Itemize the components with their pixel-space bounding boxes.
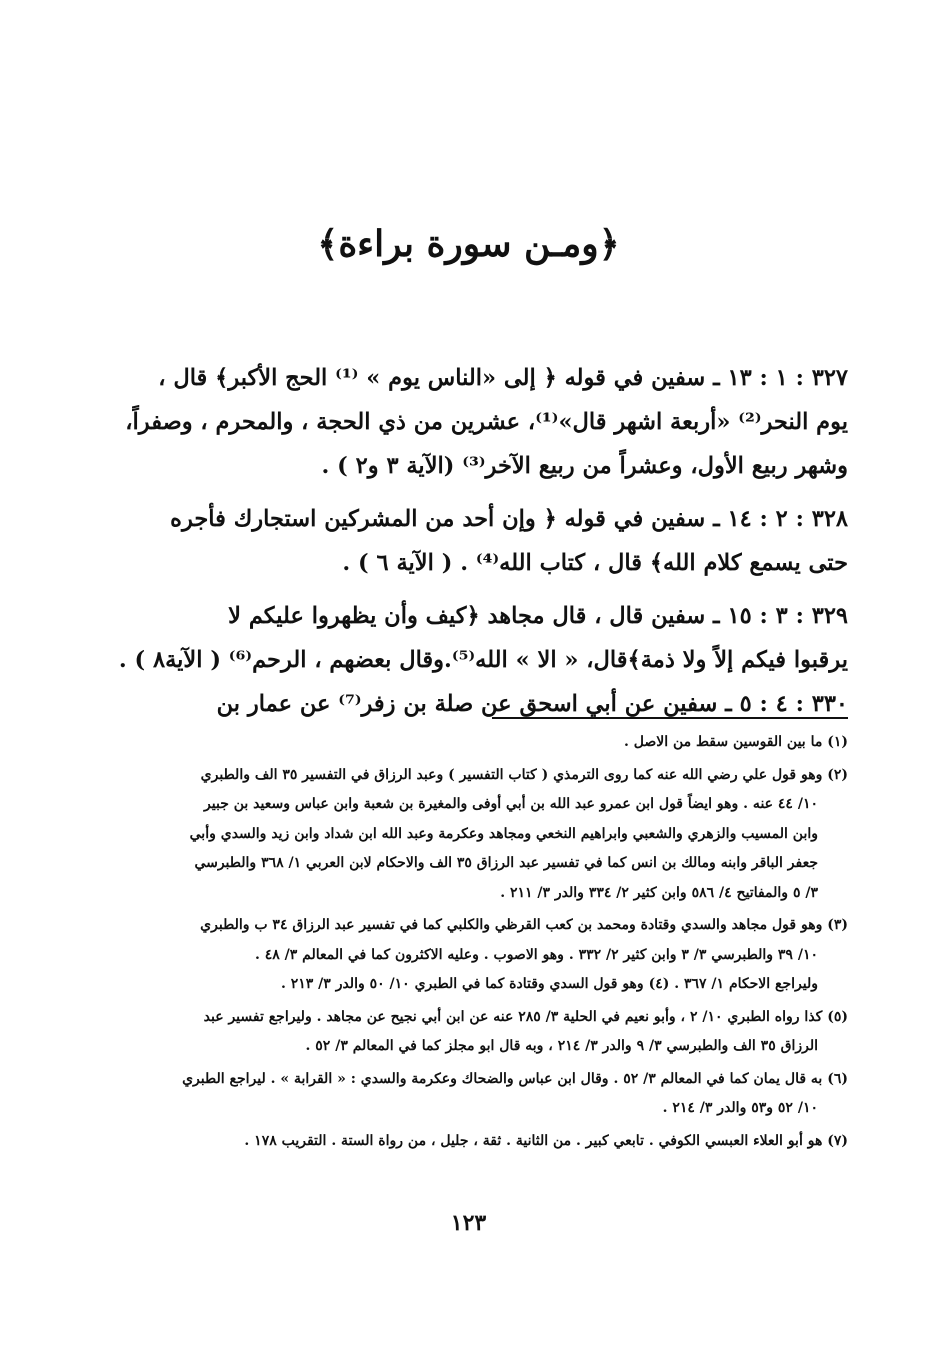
footnote bbox=[150, 1127, 848, 1157]
footnote-line: (٧) هو أبو العلاء العبسي الكوفي . تابعي كبير . من الثانية . ثقة ، جليل ، من رواة الستة . التقريب ١٧٨ . bbox=[244, 1132, 848, 1149]
text-line: يوم النحر⁽²⁾ «أربعة اشهر قال»⁽¹⁾، عشرين من ذي الحجة ، والمحرم ، وصفراً، bbox=[125, 409, 848, 435]
footnote-line: ١٠/ ٥٢ و٥٣ والدر ٣/ ٢١٤ . bbox=[662, 1100, 818, 1116]
entry-paragraph bbox=[148, 497, 848, 585]
surah-heading: ﴿ومـن سورة براءة﴾ bbox=[317, 223, 620, 265]
entry-paragraph bbox=[118, 594, 848, 726]
footnote-line: الرزاق ٣٥ الف والطبرسي ٣/ ٩ والدر ٣/ ٢١٤ ، وبه قال ابو مجلز كما في المعالم ٣/ ٥٢ . bbox=[305, 1038, 818, 1054]
footnote-line: (١) ما بين القوسين سقط من الاصل . bbox=[623, 734, 848, 750]
text-line: وشهر ربيع الأول، وعشراً من ربيع الآخر⁽³⁾ (الآية ٣ و٢ ) . bbox=[321, 453, 848, 479]
footnote-line: (٥) كذا رواه الطبري ١٠/ ٢ ، وأبو نعيم في الحلية ٣/ ٢٨٥ عنه عن ابن أبي نجيح عن مجاهد . وليراجع تفسير عبد bbox=[203, 1008, 848, 1025]
page-number: ١٢٣ bbox=[450, 1210, 487, 1236]
footnote-line: جعفر الباقر وابنه ومالك بن انس كما في تفسير عبد الرزاق ٣٥ الف والاحكام لابن العربي ١/ ٣٦٨ والطبرسي bbox=[194, 855, 818, 871]
footnote-line: (٣) وهو قول مجاهد والسدي وقتادة ومحمد بن كعب القرظي والكلبي كما في تفسير عبد الرزاق ٣٤ ب والطبري bbox=[200, 917, 848, 933]
footnote-line: ٣/ ٥ والمفاتيح ٤/ ٥٨٦ وابن كثير ٢/ ٣٣٤ والدر ٣/ ٢١١ . bbox=[500, 884, 818, 901]
footnote bbox=[150, 761, 848, 909]
text-line: ٣٢٩ : ٣ : ١٥ ـ سفين قال ، قال مجاهد ﴿كيف وأن يظهروا عليكم لا bbox=[228, 603, 848, 629]
text-line: ٣٢٨ : ٢ : ١٤ ـ سفين في قوله ﴿ وإن أحد من المشركين استجارك فأجره bbox=[170, 506, 848, 532]
footnote bbox=[150, 1003, 848, 1062]
footnotes-block bbox=[150, 728, 848, 1159]
footnote bbox=[150, 911, 848, 1000]
footnote-line: وليراجع الاحكام ١/ ٣٦٧ . (٤) وهو قول السدي وقتادة كما في الطبري ١٠/ ٥٠ والدر ٣/ ٢١٣ . bbox=[280, 976, 818, 992]
footnote bbox=[150, 1065, 848, 1124]
entry-paragraph bbox=[125, 356, 848, 488]
footnote-line: (٦) به قال يمان كما في المعالم ٣/ ٥٢ . وقال ابن عباس والضحاك وعكرمة والسدي : « القرابة » . ليراجع الطبري bbox=[182, 1070, 848, 1087]
footnote bbox=[150, 728, 848, 758]
footnote-separator bbox=[492, 717, 848, 719]
text-line: يرقبوا فيكم إلاً ولا ذمة﴾قال، « الا » الله⁽⁵⁾.وقال بعضهم ، الرحم⁽⁶⁾ ( الآية٨ ) . bbox=[118, 647, 848, 673]
main-text-block bbox=[118, 356, 848, 735]
text-line: ٣٢٧ : ١ : ١٣ ـ سفين في قوله ﴿ إلى «الناس يوم » ⁽¹⁾ الحج الأكبر﴾ قال ، bbox=[158, 365, 848, 391]
text-line: حتى يسمع كلام الله﴾ قال ، كتاب الله⁽⁴⁾ . ( الآية ٦ ) . bbox=[342, 550, 848, 576]
footnote-line: وابن المسيب والزهري والشعبي وابراهيم النخعي ومجاهد وعكرمة وعبد الله ابن شداد وابن زيد والسدي وأبي bbox=[189, 825, 818, 842]
footnote-line: (٢) وهو قول علي رضي الله عنه كما روى الترمذي ( كتاب التفسير ) وعبد الرزاق في التفسير ٣٥ الف والطبري bbox=[200, 766, 848, 783]
footnote-line: ١٠/ ٤٤ عنه . وهو ايضاً قول ابن عمرو عبد الله بن أبي أوفى والمغيرة بن شعبة وابن عباس وسعيد بن جبير bbox=[204, 796, 818, 812]
text-line: ٣٣٠ : ٤ : ٥ ـ سفين عن أبي اسحق عن صلة بن زفر⁽⁷⁾ عن عمار بن bbox=[216, 691, 848, 717]
footnote-line: ١٠/ ٣٩ والطبرسي ٣/ ٣ وابن كثير ٢/ ٣٣٢ . وهو الاصوب . وعليه الاكثرون كما في المعالم ٣/ ٤٨ . bbox=[254, 946, 818, 963]
